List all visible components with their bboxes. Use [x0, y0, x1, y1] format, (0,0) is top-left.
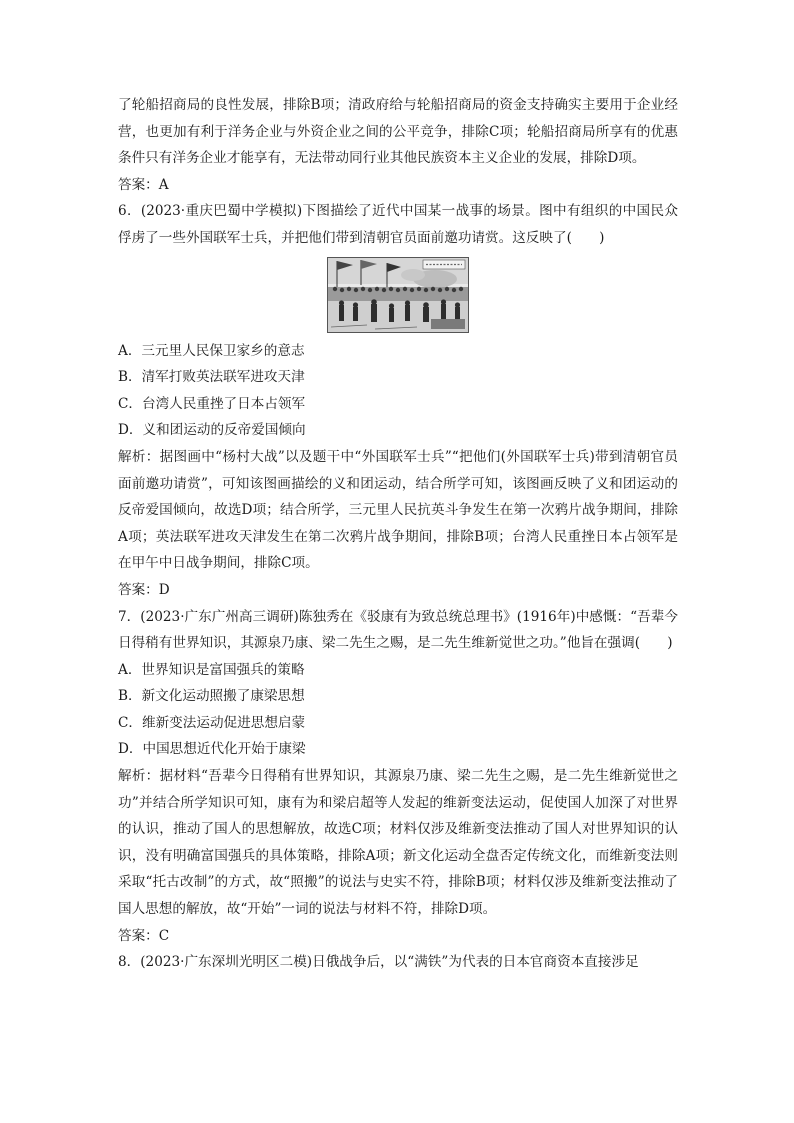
- q7-option-d: D．中国思想近代化开始于康梁: [118, 741, 306, 758]
- q7-option-a: A．世界知识是富国强兵的策略: [118, 661, 305, 678]
- q7-answer: 答案：C: [118, 927, 170, 944]
- q7-explanation: 解析：据材料“吾辈今日得稍有世界知识，其源泉乃康、梁二先生之赐，是二先生维新觉世之功”并结合所学知识可知，康有为和梁启超等人发起的维新变法运动，促使国人加深了对世界的认识，推动了国人的思想解放，故选C项；材料仅涉及维新变法推动了国人对世界知识的认识，没有明确富国强兵的具体策略，排除A项；新文化运动全盘否定传统文化，而维新变法则采取“托古改制”的方式，故“照搬”的说法与史实不符，排除B项；材料仅涉及维新变法推动了国人思想的解放，故“开始”一词的说法与材料不符，排除D项。: [118, 768, 678, 918]
- historical-battle-illustration-icon: [327, 257, 469, 333]
- prev-explanation-tail: 了轮船招商局的良性发展，排除B项；清政府给与轮船招商局的资金支持确实主要用于企业经营，也更加有利于洋务企业与外资企业之间的公平竞争，排除C项；轮船招商局所享有的优惠条件只有洋务企业才能享有，无法带动同行业其他民族资本主义企业的发展，排除D项。: [118, 97, 678, 167]
- document-page: [118, 92, 678, 976]
- q7-option-b: B．新文化运动照搬了康梁思想: [118, 688, 305, 705]
- q7-stem: 7．(2023·广东广州高三调研)陈独秀在《驳康有为致总统总理书》(1916年)中感慨：“吾辈今日得稍有世界知识，其源泉乃康、梁二先生之赐，是二先生维新觉世之功。”他旨在强调( ): [118, 608, 678, 652]
- q6-option-c: C．台湾人民重挫了日本占领军: [118, 395, 306, 412]
- q7-option-c: C．维新变法运动促进思想启蒙: [118, 714, 306, 731]
- q6-figure-wrap: [118, 257, 678, 333]
- q6-answer: 答案：D: [118, 581, 170, 598]
- q6-option-a: A．三元里人民保卫家乡的意志: [118, 342, 305, 359]
- q6-explanation: 解析：据图画中“杨村大战”以及题干中“外国联军士兵”“把他们(外国联军士兵)带到清朝官员面前邀功请赏”，可知该图画描绘的义和团运动，结合所学可知，该图画反映了义和团运动的反帝爱国倾向，故选D项；结合所学，三元里人民抗英斗争发生在第一次鸦片战争期间，排除A项；英法联军进攻天津发生在第二次鸦片战争期间，排除B项；台湾人民重挫日本占领军是在甲午中日战争期间，排除C项。: [118, 448, 678, 572]
- prev-answer: 答案：A: [118, 176, 169, 193]
- q6-option-b: B．清军打败英法联军进攻天津: [118, 369, 305, 386]
- q6-stem: 6．(2023·重庆巴蜀中学模拟)下图描绘了近代中国某一战事的场景。图中有组织的中国民众俘虏了一些外国联军士兵，并把他们带到清朝官员面前邀功请赏。这反映了( ): [118, 203, 678, 246]
- q8-stem: 8．(2023·广东深圳光明区二模)日俄战争后，以“满铁”为代表的日本官商资本直接涉足: [118, 954, 639, 971]
- q6-option-d: D．义和团运动的反帝爱国倾向: [118, 422, 306, 439]
